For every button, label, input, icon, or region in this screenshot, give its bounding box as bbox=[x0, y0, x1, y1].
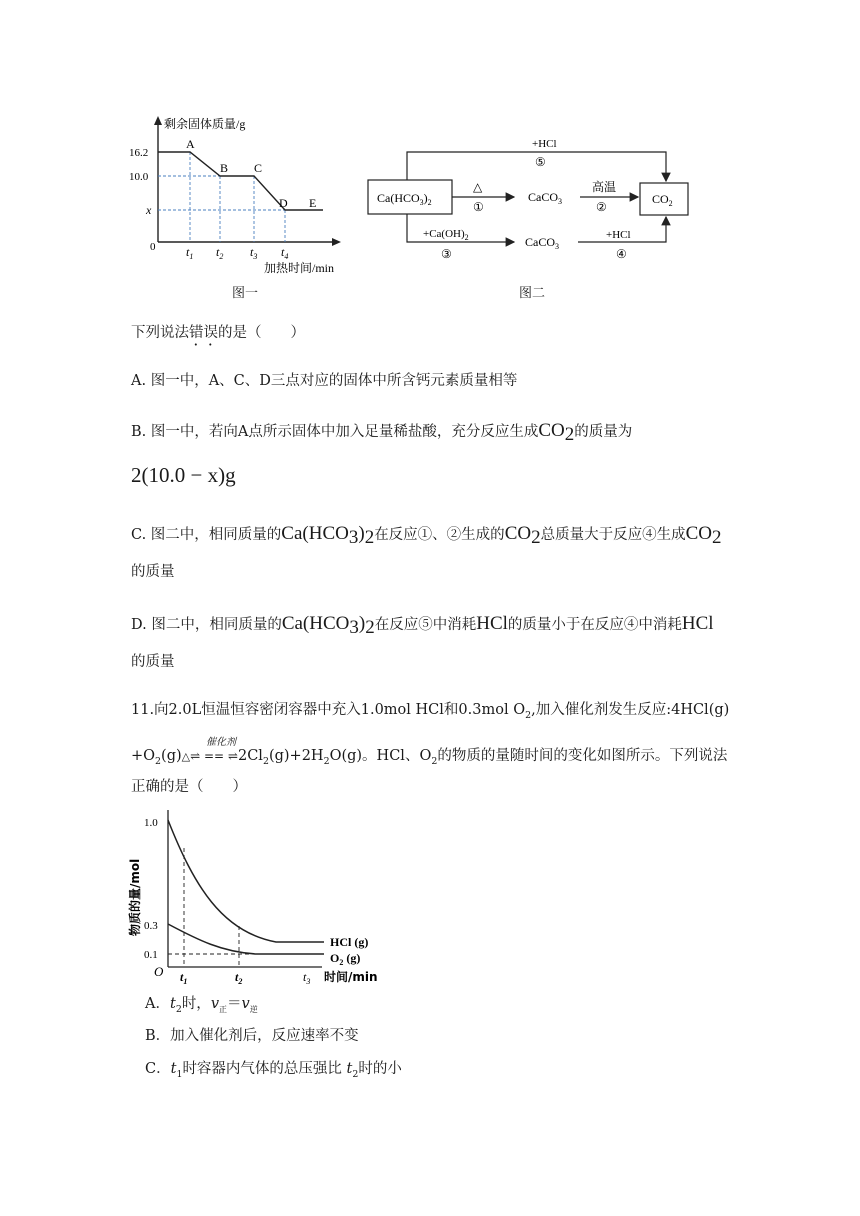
graph-origin: O bbox=[154, 964, 164, 979]
graph-y-tick-03: 0.3 bbox=[144, 920, 158, 932]
graph-guides bbox=[168, 848, 322, 967]
point-d: D bbox=[279, 196, 288, 210]
tick-t1: $t_1$ bbox=[186, 245, 194, 261]
hcl-curve bbox=[168, 820, 324, 942]
graph-tick-t1: $t_1$ bbox=[180, 970, 188, 986]
q11-option-c: C．$t_1$时容器内气体的总压强比 $t_2$时的小 bbox=[145, 1061, 402, 1080]
q11-line1: 11.向2.0L恒温恒容密闭容器中充入1.0mol HCl和0.3mol $O_2$,加入催化剂发生反应:4HCl(g) bbox=[131, 702, 730, 721]
catalyst-label: 催化剂 bbox=[206, 737, 236, 748]
y-tick-16: 16.2 bbox=[129, 147, 149, 159]
hcl-bottom-label: +HCl bbox=[606, 229, 631, 241]
q11-line2: $+O_2(g)\triangle\rightleftharpoons$ == $\rightleftharpoons 2Cl_2(g)+2H_2O(g)$。HCl、$O_2$的物质的量随时间的变化如图所示。下列说法 bbox=[131, 748, 728, 767]
q10-option-d-line2: 的质量 bbox=[131, 654, 175, 670]
o2-series-label: $O_2$ (g) bbox=[330, 951, 361, 967]
tick-t4: $t_4$ bbox=[281, 245, 289, 261]
figure1-chart bbox=[128, 112, 348, 280]
graph-tick-t2: $t_2$ bbox=[235, 970, 243, 986]
q11-line3: 正确的是（ ） bbox=[131, 779, 247, 795]
delta-label: △ bbox=[473, 180, 483, 194]
origin-label: 0 bbox=[150, 241, 156, 253]
gaowen-label: 高温 bbox=[592, 180, 617, 194]
q10-option-c: C. 图二中，相同质量的$Ca(HCO_3)_2$在反应①、②生成的$CO_2$总质量大于反应④生成$CO_2$ bbox=[131, 523, 722, 548]
tick-t3: $t_3$ bbox=[250, 245, 258, 261]
q10-option-c-line2: 的质量 bbox=[131, 564, 175, 580]
tick-t2: $t_2$ bbox=[216, 245, 224, 261]
figure2-caption: 图二 bbox=[519, 286, 546, 301]
y-tick-x: x bbox=[146, 203, 152, 217]
emphasis-word: 错误 bbox=[189, 325, 218, 341]
point-b: B bbox=[220, 161, 229, 175]
mass-curve bbox=[158, 152, 323, 210]
point-e: E bbox=[309, 196, 317, 210]
x-axis-label: 加热时间/min bbox=[264, 261, 335, 275]
o2-curve bbox=[168, 924, 324, 954]
graph-y-label: 物质的量/mol bbox=[128, 858, 142, 936]
q10-stem: 下列说法错误的是（ ） bbox=[131, 325, 305, 341]
graph-y-tick-01: 0.1 bbox=[144, 949, 158, 961]
circle1-label: ① bbox=[473, 200, 484, 214]
q11-option-b: B．加入催化剂后，反应速率不变 bbox=[145, 1028, 359, 1044]
caHCO3-label: $Ca(HCO_3)_2$ bbox=[377, 191, 432, 207]
q11-option-a: A．$t_2$时，$v_正=v_逆$ bbox=[145, 996, 258, 1015]
y-axis-label: 剩余固体质量/g bbox=[164, 117, 246, 131]
q10-option-b: B. 图一中，若向A点所示固体中加入足量稀盐酸，充分反应生成$CO_2$的质量为 bbox=[131, 420, 633, 445]
point-c: C bbox=[254, 161, 263, 175]
q10-option-b-formula: 2(10.0 − x)g bbox=[131, 463, 236, 487]
circle3-label: ③ bbox=[441, 247, 452, 261]
graph-y-tick-1: 1.0 bbox=[144, 817, 158, 829]
circle5-label: ⑤ bbox=[535, 155, 546, 169]
circle4-label: ④ bbox=[616, 247, 627, 261]
y-tick-10: 10.0 bbox=[129, 171, 149, 183]
caoh2-label: $+Ca(OH)_2$ bbox=[423, 228, 469, 242]
q11-graph bbox=[126, 806, 386, 990]
q10-option-d: D. 图二中，相同质量的$Ca(HCO_3)_2$在反应⑤中消耗HCl的质量小于在反应④中消耗HCl bbox=[131, 613, 714, 638]
graph-tick-t3: $t_3$ bbox=[303, 970, 311, 986]
circle2-label: ② bbox=[596, 200, 607, 214]
co2-label: $CO_2$ bbox=[652, 192, 673, 208]
caco3-bottom-label: CaCO$_3$ bbox=[525, 235, 559, 251]
x-axis-arrow bbox=[332, 238, 341, 246]
q10-option-a: A. 图一中，A、C、D三点对应的固体中所含钙元素质量相等 bbox=[131, 373, 518, 389]
figure1-caption: 图一 bbox=[232, 286, 259, 301]
graph-x-label: 时间/min bbox=[324, 970, 378, 984]
point-a: A bbox=[186, 137, 195, 151]
hcl-top-label: +HCl bbox=[532, 138, 557, 150]
y-axis-arrow bbox=[154, 116, 162, 125]
figure2-diagram bbox=[360, 134, 700, 268]
hcl-series-label: HCl (g) bbox=[330, 935, 369, 949]
caco3-top-label: CaCO$_3$ bbox=[528, 190, 562, 206]
